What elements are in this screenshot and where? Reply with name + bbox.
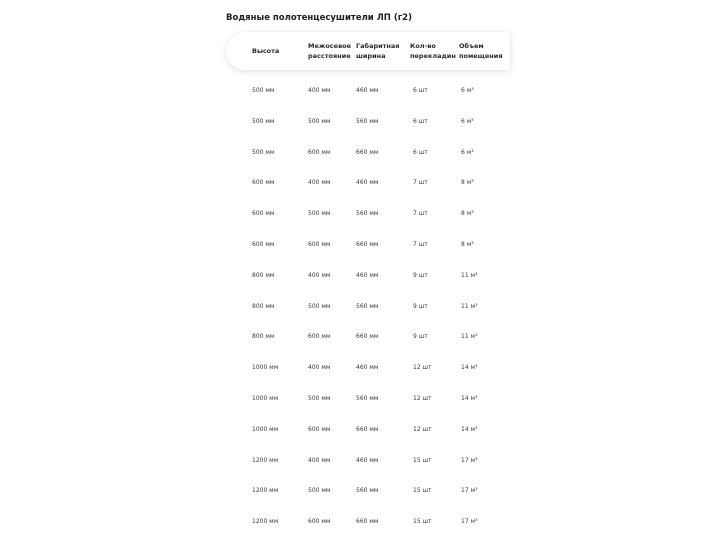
table-row xyxy=(226,325,526,356)
cell-crossbar-count: 9 шт xyxy=(413,271,428,279)
cell-crossbar-count: 15 шт xyxy=(413,518,432,526)
header-height: Высота xyxy=(252,47,280,55)
cell-height: 600 мм xyxy=(252,210,275,218)
cell-room-volume: 8 м³ xyxy=(461,210,474,218)
table-row xyxy=(226,233,526,264)
cell-room-volume: 6 м³ xyxy=(461,87,474,94)
cell-height: 500 мм xyxy=(252,87,275,94)
cell-overall-width: 660 мм xyxy=(356,333,379,341)
cell-room-volume: 14 м³ xyxy=(461,364,478,372)
cell-overall-width: 560 мм xyxy=(356,117,379,125)
cell-crossbar-count: 6 шт xyxy=(413,87,428,94)
cell-overall-width: 460 мм xyxy=(356,271,379,279)
cell-crossbar-count: 12 шт xyxy=(413,394,432,402)
cell-crossbar-count: 6 шт xyxy=(413,117,428,125)
cell-room-volume: 17 м³ xyxy=(461,518,478,526)
cell-overall-width: 460 мм xyxy=(356,364,379,372)
cell-room-volume: 17 м³ xyxy=(461,487,478,495)
cell-center-distance: 500 мм xyxy=(308,487,331,495)
cell-center-distance: 500 мм xyxy=(308,210,331,218)
cell-room-volume: 8 м³ xyxy=(461,179,474,187)
cell-crossbar-count: 12 шт xyxy=(413,364,432,372)
cell-overall-width: 560 мм xyxy=(356,302,379,310)
table-row xyxy=(226,295,526,326)
cell-height: 500 мм xyxy=(252,117,275,125)
cell-center-distance: 600 мм xyxy=(308,425,331,433)
cell-crossbar-count: 9 шт xyxy=(413,302,428,310)
cell-room-volume: 14 м³ xyxy=(461,394,478,402)
cell-crossbar-count: 6 шт xyxy=(413,148,428,156)
cell-room-volume: 11 м³ xyxy=(461,333,478,341)
cell-center-distance: 400 мм xyxy=(308,364,331,372)
table-header xyxy=(226,32,510,70)
page-title: Водяные полотенцесушители ЛП (г2) xyxy=(226,13,412,23)
table-row xyxy=(226,510,526,541)
cell-crossbar-count: 15 шт xyxy=(413,487,432,495)
cell-overall-width: 560 мм xyxy=(356,487,379,495)
cell-center-distance: 600 мм xyxy=(308,518,331,526)
cell-crossbar-count: 9 шт xyxy=(413,333,428,341)
cell-center-distance: 400 мм xyxy=(308,271,331,279)
cell-height: 1200 мм xyxy=(252,487,279,495)
cell-height: 600 мм xyxy=(252,240,275,248)
table-row xyxy=(226,479,526,510)
cell-room-volume: 14 м³ xyxy=(461,425,478,433)
cell-center-distance: 500 мм xyxy=(308,394,331,402)
cell-height: 800 мм xyxy=(252,271,275,279)
cell-room-volume: 11 м³ xyxy=(461,271,478,279)
cell-crossbar-count: 15 шт xyxy=(413,456,432,464)
table-row xyxy=(226,110,526,141)
cell-center-distance: 600 мм xyxy=(308,148,331,156)
cell-height: 600 мм xyxy=(252,179,275,187)
cell-height: 1000 мм xyxy=(252,364,279,372)
table-row xyxy=(226,264,526,295)
cell-overall-width: 660 мм xyxy=(356,148,379,156)
cell-overall-width: 660 мм xyxy=(356,240,379,248)
cell-overall-width: 460 мм xyxy=(356,456,379,464)
cell-height: 500 мм xyxy=(252,148,275,156)
cell-center-distance: 400 мм xyxy=(308,456,331,464)
table-row xyxy=(226,202,526,233)
cell-height: 1000 мм xyxy=(252,394,279,402)
cell-room-volume: 6 м³ xyxy=(461,148,474,156)
cell-crossbar-count: 7 шт xyxy=(413,210,428,218)
cell-height: 1000 мм xyxy=(252,425,279,433)
table-row xyxy=(226,356,526,387)
cell-crossbar-count: 12 шт xyxy=(413,425,432,433)
cell-center-distance: 500 мм xyxy=(308,117,331,125)
cell-height: 800 мм xyxy=(252,302,275,310)
cell-room-volume: 17 м³ xyxy=(461,456,478,464)
cell-room-volume: 11 м³ xyxy=(461,302,478,310)
table-row xyxy=(226,141,526,172)
header-center-distance: Межосевое расстояние xyxy=(308,42,352,60)
table-row xyxy=(226,387,526,418)
cell-height: 1200 мм xyxy=(252,518,279,526)
cell-room-volume: 6 м³ xyxy=(461,117,474,125)
cell-center-distance: 600 мм xyxy=(308,240,331,248)
cell-overall-width: 660 мм xyxy=(356,518,379,526)
cell-overall-width: 560 мм xyxy=(356,210,379,218)
cell-crossbar-count: 7 шт xyxy=(413,179,428,187)
cell-overall-width: 460 мм xyxy=(356,87,379,94)
cell-height: 800 мм xyxy=(252,333,275,341)
table-row xyxy=(226,79,526,110)
cell-center-distance: 500 мм xyxy=(308,302,331,310)
cell-height: 1200 мм xyxy=(252,456,279,464)
table-row xyxy=(226,418,526,449)
cell-crossbar-count: 7 шт xyxy=(413,240,428,248)
cell-center-distance: 400 мм xyxy=(308,87,331,94)
header-room-volume: Объем помещения xyxy=(459,42,503,60)
header-overall-width: Габаритная ширина xyxy=(356,42,400,60)
table-row xyxy=(226,171,526,202)
table-body xyxy=(226,79,526,541)
cell-center-distance: 400 мм xyxy=(308,179,331,187)
cell-center-distance: 600 мм xyxy=(308,333,331,341)
cell-overall-width: 660 мм xyxy=(356,425,379,433)
table-row xyxy=(226,449,526,480)
cell-overall-width: 560 мм xyxy=(356,394,379,402)
cell-room-volume: 8 м³ xyxy=(461,240,474,248)
specs-table xyxy=(226,32,526,526)
cell-overall-width: 460 мм xyxy=(356,179,379,187)
header-crossbar-count: Кол-во перекладин xyxy=(410,42,456,60)
